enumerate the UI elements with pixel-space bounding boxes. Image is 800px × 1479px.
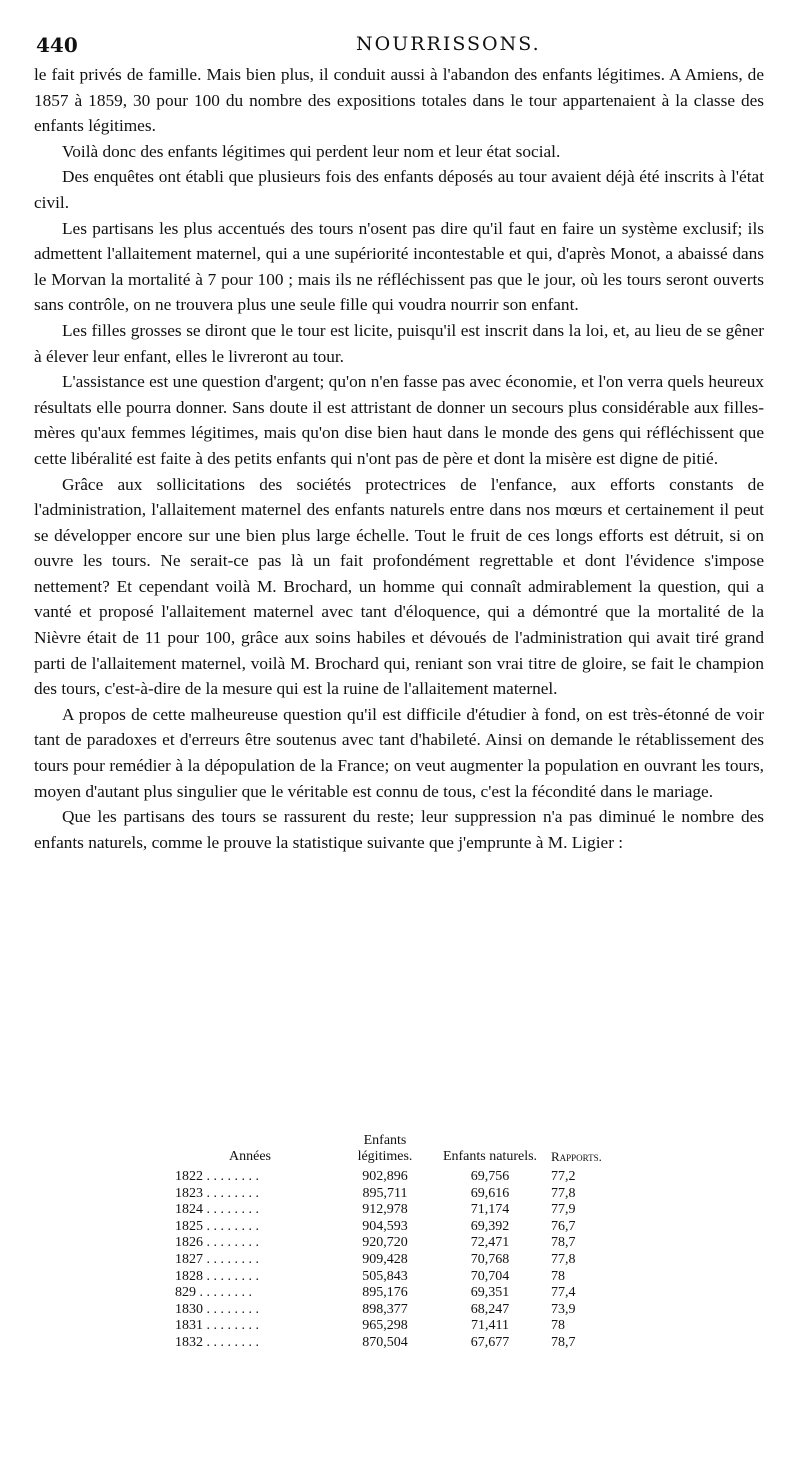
cell-legitimate: 909,428 [362, 1251, 408, 1267]
cell-legitimate: 505,843 [362, 1268, 408, 1284]
table-row [175, 1302, 631, 1319]
table-row [175, 1269, 631, 1286]
table-row [175, 1318, 631, 1335]
table-header-row [175, 1133, 631, 1169]
cell-year: 1825 . . . . . . . . [175, 1218, 259, 1234]
paragraph: Que les partisans des tours se rassurent du reste; leur suppression n'a pas diminué le nombre des enfants naturels, comme le prouve la statistique suivante que j'emprunte à M. Ligier : [34, 807, 764, 852]
births-statistics-table [175, 1133, 631, 1352]
cell-ratio: 77,8 [551, 1251, 576, 1267]
paragraph: L'assistance est une question d'argent; qu'on n'en fasse pas avec économie, et l'on verra quels heureux résultats elle pourra donner. Sans doute il est attristant de donner un secours plus considérable aux filles-mères qu'aux femmes légitimes, mais qu'on dise bien haut dans le monde des gens qui réfléchissent que cette libéralité est faite à des petits enfants qui n'ont pas de père et dont la misère est digne de pitié. [34, 372, 764, 468]
col-header-legitimate: Enfants légitimes. [357, 1133, 413, 1164]
paragraph: le fait privés de famille. Mais bien plus, il conduit aussi à l'abandon des enfants légitimes. A Amiens, de 1857 à 1859, 30 pour 100 du nombre des expositions totales dans le tour appartenaient à la classe des enfants légitimes. [34, 65, 764, 136]
col-header-ratios: Rapports. [551, 1149, 602, 1164]
cell-year: 1822 . . . . . . . . [175, 1169, 259, 1184]
table-body [175, 1169, 631, 1352]
paragraph: Grâce aux sollicitations des sociétés protectrices de l'enfance, aux efforts constants de l'administration, l'allaitement maternel des enfants naturels entre dans nos mœurs et certainement il peut se développer encore sur une bien plus large échelle. Tout le fruit de ces longs efforts est détruit, si on ouvre les tours. Ne serait-ce pas là un fait profondément regrettable et dont l'évidence s'impose nettement? Et cependant voilà M. Brochard, un homme qui connaît admirablement la question, qui a vanté et proposé l'allaitement maternel avec tant d'éloquence, qui a démontré que la mortalité de la Nièvre était de 11 pour 100, grâce aux soins habiles et dévoués de l'administration qui avait tiré grand parti de l'allaitement maternel, voilà M. Brochard qui, reniant son vrai titre de gloire, se fait le champion des tours, c'est-à-dire de la mesure qui est la ruine de l'allaitement maternel. [34, 474, 764, 699]
cell-natural: 69,616 [470, 1185, 510, 1201]
cell-year: 1827 . . . . . . . . [175, 1251, 259, 1267]
cell-legitimate: 870,504 [362, 1334, 408, 1350]
table-row [175, 1169, 631, 1186]
cell-ratio: 78,7 [551, 1235, 576, 1251]
col-header-natural: Enfants naturels. [442, 1149, 538, 1164]
cell-legitimate: 904,593 [362, 1218, 408, 1234]
cell-natural: 69,392 [470, 1218, 510, 1234]
table-row [175, 1219, 631, 1236]
cell-natural: 72,471 [470, 1235, 510, 1251]
table-row [175, 1285, 631, 1302]
cell-year: 1824 . . . . . . . . [175, 1202, 259, 1218]
cell-year: 1831 . . . . . . . . [175, 1318, 259, 1334]
cell-year: 1830 . . . . . . . . [175, 1301, 259, 1317]
table-row [175, 1335, 631, 1352]
cell-year: 1828 . . . . . . . . [175, 1268, 259, 1284]
cell-ratio: 77,2 [551, 1169, 576, 1184]
cell-legitimate: 902,896 [362, 1169, 408, 1184]
cell-natural: 69,351 [470, 1285, 510, 1301]
cell-natural: 68,247 [470, 1301, 510, 1317]
cell-ratio: 78,7 [551, 1334, 576, 1350]
page-number: 440 [36, 33, 78, 57]
paragraph: Les partisans les plus accentués des tours n'osent pas dire qu'il faut en faire un système exclusif; ils admettent l'allaitement maternel, qui a une supériorité incontestable et qui, d'après Monot, a abaissé dans le Morvan la mortalité à 7 pour 100 ; mais ils ne réfléchissent pas que le jour, où les tours seront ouverts sans contrôle, on ne trouvera plus une seule fille qui voudra nourrir son enfant. [34, 218, 764, 315]
body-text [34, 62, 764, 855]
table-row [175, 1202, 631, 1219]
cell-natural: 67,677 [470, 1334, 510, 1350]
cell-legitimate: 898,377 [362, 1301, 408, 1317]
cell-legitimate: 920,720 [362, 1235, 408, 1251]
col-header-years: Années [229, 1149, 271, 1164]
cell-year: 829 . . . . . . . . [175, 1285, 252, 1301]
cell-year: 1823 . . . . . . . . [175, 1185, 259, 1201]
running-title: NOURRISSONS. [356, 33, 541, 55]
cell-ratio: 77,8 [551, 1185, 576, 1201]
cell-natural: 71,174 [470, 1202, 510, 1218]
paragraph: A propos de cette malheureuse question qu'il est difficile d'étudier à fond, on est très-étonné de voir tant de paradoxes et d'erreurs être soutenus avec tant d'habileté. Ainsi on demande le rétablissement des tours pour remédier à la dépopulation de la France; on veut augmenter la population en ouvrant les tours, moyen d'autant plus singulier que le véritable est connu de tous, c'est la fécondité dans le mariage. [34, 704, 764, 801]
table-row [175, 1235, 631, 1252]
cell-legitimate: 895,176 [362, 1285, 408, 1301]
cell-legitimate: 912,978 [362, 1202, 408, 1218]
cell-ratio: 77,9 [551, 1202, 576, 1218]
page-header [36, 33, 766, 59]
cell-natural: 70,704 [470, 1268, 510, 1284]
cell-natural: 70,768 [470, 1251, 510, 1267]
paragraph: Les filles grosses se diront que le tour est licite, puisqu'il est inscrit dans la loi, et, au lieu de se gêner à élever leur enfant, elles le livreront au tour. [34, 320, 764, 366]
paragraph: Des enquêtes ont établi que plusieurs fois des enfants déposés au tour avaient déjà été inscrits à l'état civil. [34, 167, 764, 212]
statistics-table-wrap [175, 1133, 645, 1352]
cell-ratio: 78 [551, 1268, 565, 1284]
table-row [175, 1252, 631, 1269]
cell-natural: 71,411 [471, 1318, 509, 1334]
cell-ratio: 78 [551, 1318, 565, 1334]
paragraph: Voilà donc des enfants légitimes qui perdent leur nom et leur état social. [62, 141, 561, 161]
cell-ratio: 73,9 [551, 1301, 576, 1317]
cell-year: 1832 . . . . . . . . [175, 1334, 259, 1350]
table-row [175, 1186, 631, 1203]
cell-natural: 69,756 [470, 1169, 510, 1184]
cell-legitimate: 895,711 [362, 1185, 408, 1201]
cell-ratio: 76,7 [551, 1218, 576, 1234]
cell-legitimate: 965,298 [362, 1318, 408, 1334]
cell-ratio: 77,4 [551, 1285, 576, 1301]
cell-year: 1826 . . . . . . . . [175, 1235, 259, 1251]
